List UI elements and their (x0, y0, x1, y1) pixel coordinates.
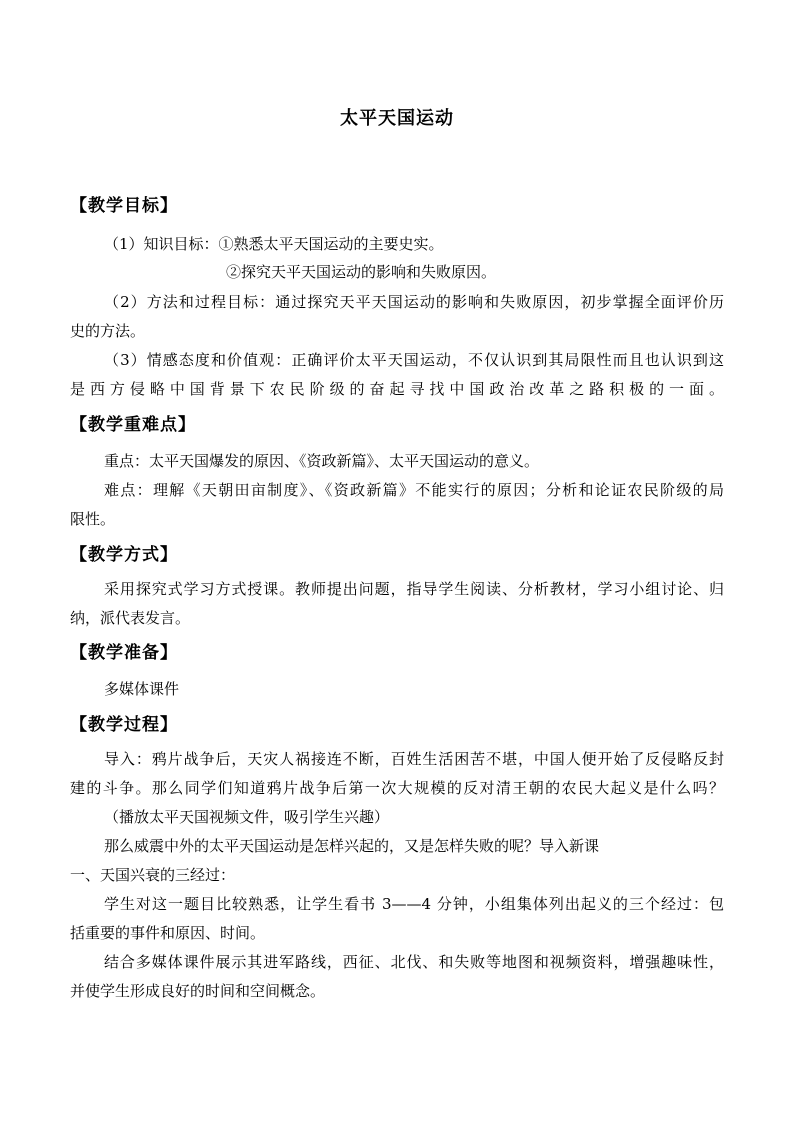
method-text: 采用探究式学习方式授课。教师提出问题，指导学生阅读、分析教材，学习小组讨论、归 (104, 580, 724, 598)
process-student-task: 学生对这一题目比较熟悉，让学生看书 3——4 分钟，小组集体列出起义的三个经过：包 (104, 895, 724, 913)
process-intro: 导入：鸦片战争后，天灾人祸接连不断，百姓生活困苦不堪，中国人便开始了反侵略反封 (104, 750, 724, 768)
process-section-one: 一、天国兴衰的三经过： (70, 866, 236, 884)
objective-attitude-cont: 是西方侵略中国背景下农民阶级的奋起寻找中国政治改革之路积极的一面。 (70, 380, 724, 398)
process-video-note: （播放太平天国视频文件，吸引学生兴趣） (104, 808, 390, 826)
objective-method-cont: 史的方法。 (70, 322, 146, 340)
page-title: 太平天国运动 (340, 108, 454, 129)
heading-objectives: 【教学目标】 (70, 196, 178, 216)
process-multimedia-cont: 并使学生形成良好的时间和空间概念。 (70, 982, 326, 1000)
preparation-text: 多媒体课件 (104, 680, 180, 698)
objective-knowledge: （1）知识目标：①熟悉太平天国运动的主要史实。 (104, 235, 444, 253)
objective-method: （2）方法和过程目标：通过探究天平天国运动的影响和失败原因，初步掌握全面评价历 (104, 293, 724, 311)
process-multimedia: 结合多媒体课件展示其进军路线，西征、北伐、和失败等地图和视频资料，增强趣味性， (104, 953, 724, 971)
objective-attitude: （3）情感态度和价值观：正确评价太平天国运动，不仅认识到其局限性而且也认识到这 (104, 351, 724, 369)
process-lead-in: 那么威震中外的太平天国运动是怎样兴起的，又是怎样失败的呢？导入新课 (104, 837, 600, 855)
heading-key-points: 【教学重难点】 (70, 415, 196, 435)
objective-knowledge-2: ②探究天平天国运动的影响和失败原因。 (226, 263, 497, 281)
method-text-cont: 纳，派代表发言。 (70, 609, 191, 627)
heading-process: 【教学过程】 (70, 715, 178, 735)
process-intro-cont: 建的斗争。那么同学们知道鸦片战争后第一次大规模的反对清王朝的农民大起义是什么吗？ (70, 779, 724, 797)
heading-method: 【教学方式】 (70, 545, 178, 565)
difficult-point-cont: 限性。 (70, 510, 116, 528)
difficult-point: 难点：理解《天朝田亩制度》、《资政新篇》不能实行的原因；分析和论证农民阶级的局 (104, 481, 724, 499)
key-point: 重点：太平天国爆发的原因、《资政新篇》、太平天国运动的意义。 (104, 452, 540, 470)
heading-preparation: 【教学准备】 (70, 643, 178, 663)
process-student-task-cont: 括重要的事件和原因、时间。 (70, 924, 266, 942)
